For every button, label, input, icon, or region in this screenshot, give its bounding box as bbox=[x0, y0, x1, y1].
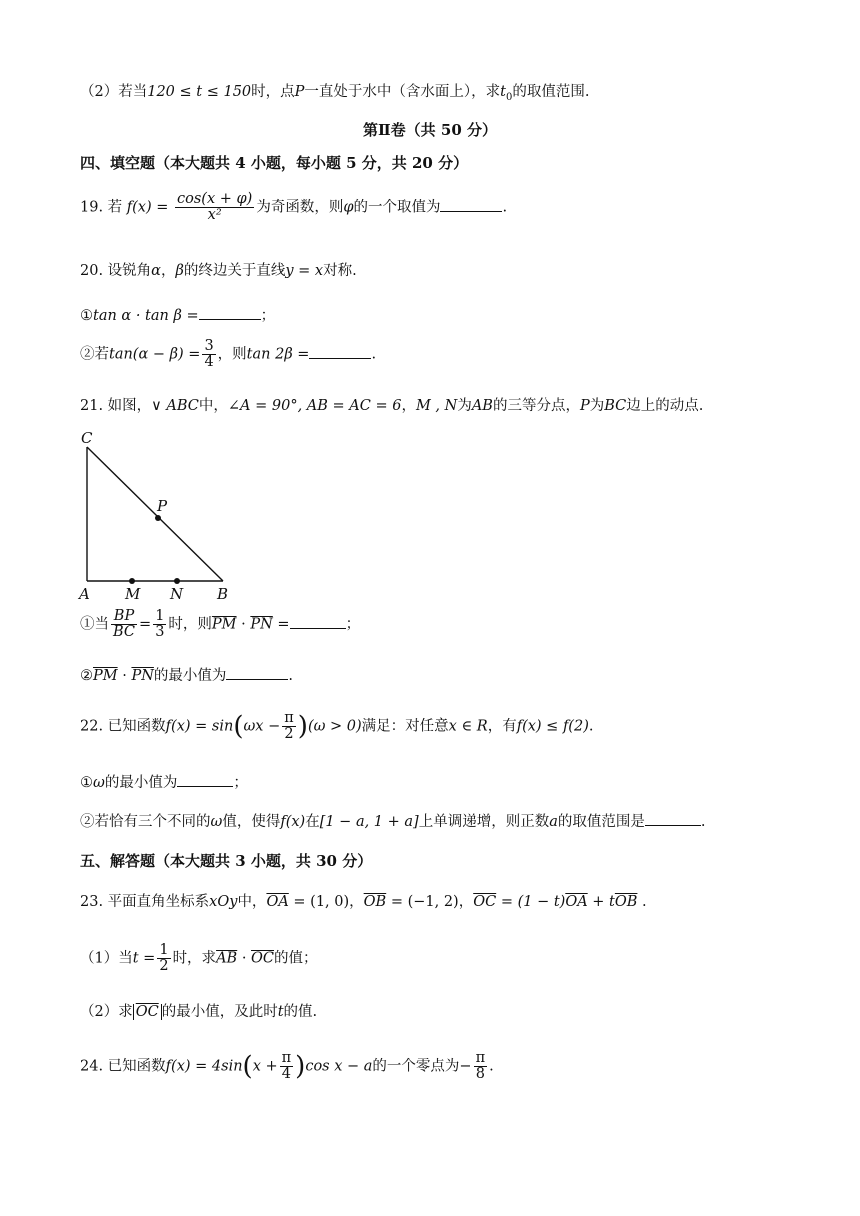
q24-tail-expr: cos x − a bbox=[305, 1058, 373, 1075]
q22-p1-omega: ω bbox=[93, 775, 105, 791]
q24-pi-den: 4 bbox=[281, 1066, 292, 1083]
q22-p2-fx: f(x) bbox=[280, 814, 306, 830]
q20-p2-expr: tan(α − β) = bbox=[109, 346, 201, 363]
q23-sep1: ， bbox=[349, 894, 364, 910]
q22-text2: ，有 bbox=[487, 718, 517, 735]
q20-text: 的终边关于直线 bbox=[183, 263, 286, 279]
q22-fx: f(x) = sin bbox=[165, 718, 234, 735]
q21-p1-eq: = bbox=[139, 616, 152, 633]
q24-pi-num: π bbox=[281, 1050, 292, 1066]
q20-p2-blank[interactable] bbox=[309, 344, 371, 359]
q19-lead: 19. 若 bbox=[80, 199, 123, 216]
q20-lead: 20. 设锐角 bbox=[80, 263, 152, 279]
label-b: B bbox=[217, 585, 229, 603]
q22-lead: 22. 已知函数 bbox=[80, 718, 166, 735]
q18-point: P bbox=[294, 84, 305, 100]
q22-p1-blank[interactable] bbox=[177, 772, 233, 787]
q22-p2-text2: 上单调递增，则正数 bbox=[418, 814, 550, 830]
q23-p1-mid: 时，求 bbox=[172, 950, 217, 967]
q19-end: . bbox=[502, 199, 508, 216]
q22-p2-text3: 的取值范围是 bbox=[557, 814, 645, 830]
q22-p1-text: 的最小值为 bbox=[104, 775, 178, 791]
q21-p1-blank[interactable] bbox=[290, 614, 346, 629]
q22-pi-den: 2 bbox=[284, 726, 294, 743]
q21-p2-vec-pn: $\overline{PN}$ bbox=[131, 668, 154, 684]
q21-p2-dot: · bbox=[122, 668, 127, 684]
q21-p1-lead: ①当 bbox=[80, 616, 109, 633]
q22-p2-a: a bbox=[549, 814, 558, 830]
q20-p2-num: 3 bbox=[204, 338, 214, 354]
q21-p1-ratio bbox=[111, 609, 137, 640]
q22-arg1: ωx − bbox=[243, 718, 281, 735]
q23-vec-ob: $\overline{OB}$ bbox=[363, 894, 387, 910]
q23-vec-oc: $\overline{OC}$ bbox=[473, 894, 497, 910]
q22 bbox=[80, 711, 593, 742]
q21-p1-end: ； bbox=[345, 616, 361, 633]
q23-vec-oa: $\overline{OA}$ bbox=[266, 894, 289, 910]
q23-zhong: 中， bbox=[237, 894, 267, 910]
section5-title: 五、解答题（本大题共 3 小题，共 30 分） bbox=[80, 852, 373, 870]
q21-cond: ∠A = 90°, AB = AC = 6 bbox=[227, 398, 402, 414]
q23-xOy: xOy bbox=[209, 894, 238, 910]
q23 bbox=[80, 890, 647, 911]
q23-p1-end: 的值； bbox=[274, 950, 318, 967]
q21-part2 bbox=[80, 664, 293, 685]
q24-paren-open: ( bbox=[242, 1051, 253, 1082]
q22-p2-blank[interactable] bbox=[645, 811, 701, 826]
q20-p2-mid: ，则 bbox=[217, 346, 247, 363]
q23-p1-num: 1 bbox=[159, 942, 169, 958]
q24-lead: 24. 已知函数 bbox=[80, 1058, 166, 1075]
q24-zero-frac bbox=[474, 1051, 488, 1082]
q21-part1 bbox=[80, 609, 360, 640]
q21-p2-lead: ② bbox=[80, 668, 93, 684]
q22-cond: (ω > 0) bbox=[307, 718, 362, 735]
q22-p1-end: ； bbox=[233, 775, 248, 791]
q23-lead: 23. 平面直角坐标系 bbox=[80, 894, 210, 910]
q23-oc-val: = (1 − t) bbox=[500, 894, 566, 910]
q20-part2 bbox=[80, 339, 376, 370]
q21-p2-vec-pm: $\overline{PM}$ bbox=[93, 668, 118, 684]
q19-den: x² bbox=[207, 207, 222, 224]
q20-part1 bbox=[80, 304, 275, 325]
q21-p1-fnum: 1 bbox=[155, 608, 165, 624]
q22-p2-text: 值，使得 bbox=[222, 814, 281, 830]
q23-p1-dot: · bbox=[241, 950, 247, 967]
q18-condition: 120 ≤ t ≤ 150 bbox=[147, 84, 252, 100]
q21-lead: 21. 如图， bbox=[80, 398, 152, 414]
q23-p2-end: 的值. bbox=[283, 1004, 318, 1020]
q21-p1-dot: · bbox=[241, 616, 246, 633]
q23-end: . bbox=[642, 894, 647, 910]
q20-p2-end: . bbox=[371, 346, 377, 363]
q21-p1-den: BC bbox=[113, 624, 136, 641]
q23-p1-den: 2 bbox=[159, 958, 169, 975]
q24-z-num: π bbox=[475, 1050, 486, 1066]
q23-vec-oa2: $\overline{OA}$ bbox=[565, 894, 588, 910]
q19 bbox=[80, 192, 507, 223]
q23-ob-val: = (−1, 2) bbox=[390, 894, 459, 910]
q21-p2-blank[interactable] bbox=[226, 665, 288, 680]
q22-part2 bbox=[80, 810, 705, 831]
label-m: M bbox=[125, 585, 141, 603]
q20-p2-lead: ②若 bbox=[80, 346, 109, 363]
q21-text4: 边上的动点. bbox=[626, 398, 704, 414]
q23-p1-vec-oc: $\overline{OC}$ bbox=[251, 950, 275, 967]
q21-comma: ， bbox=[401, 398, 416, 414]
triangle-figure bbox=[70, 425, 250, 605]
q22-p2-in: 在 bbox=[305, 814, 320, 830]
q24-fx: f(x) = 4sin bbox=[165, 1058, 243, 1075]
q21-tri: ∨ ABC bbox=[151, 398, 199, 414]
q23-p1-t: t = bbox=[132, 950, 156, 967]
q19-phi: φ bbox=[343, 199, 354, 216]
q22-xR: x ∈ R bbox=[448, 718, 488, 735]
q23-p1-lead: （1）当 bbox=[80, 950, 133, 967]
q23-sep2: ， bbox=[458, 894, 474, 910]
q21-text2: 的三等分点， bbox=[492, 398, 580, 414]
q20-p2-den: 4 bbox=[204, 354, 214, 371]
q22-paren-close: ) bbox=[297, 711, 308, 742]
label-a: A bbox=[79, 585, 90, 603]
q24-arg: x + bbox=[252, 1058, 278, 1075]
label-p: P bbox=[157, 497, 168, 515]
q20 bbox=[80, 259, 357, 280]
point-m-dot bbox=[129, 578, 135, 584]
q20-p2-expr2: tan 2β = bbox=[246, 346, 310, 363]
q21-text1: 为 bbox=[457, 398, 472, 414]
q18-part2 bbox=[80, 80, 589, 103]
q23-p1-vec-ab: $\overline{AB}$ bbox=[216, 950, 238, 967]
q19-fraction bbox=[175, 192, 254, 223]
q21-p1-eq2: = bbox=[277, 616, 290, 633]
point-n-dot bbox=[174, 578, 180, 584]
q24-neg: − bbox=[459, 1058, 472, 1075]
q22-end: . bbox=[588, 718, 594, 735]
q20-p2-fraction bbox=[202, 339, 215, 370]
q21-zhong: 中， bbox=[198, 398, 228, 414]
q21-p1-mid: 时，则 bbox=[168, 616, 212, 633]
q18-prefix: （2）若当 bbox=[80, 84, 148, 100]
q22-paren-open: ( bbox=[233, 711, 244, 742]
q22-p2-omega: ω bbox=[210, 814, 223, 830]
q23-p2-abs bbox=[133, 1004, 162, 1020]
q22-p1-lead: ① bbox=[80, 775, 93, 791]
q24 bbox=[80, 1051, 494, 1082]
q21-p1-fden: 3 bbox=[155, 624, 165, 641]
q23-part1 bbox=[80, 943, 318, 974]
q18-mid: 时，点 bbox=[251, 84, 295, 100]
q20-tail: 对称. bbox=[323, 263, 357, 279]
label-n: N bbox=[170, 585, 184, 603]
q21-p1-num: BP bbox=[111, 609, 137, 625]
q21 bbox=[80, 394, 703, 415]
q22-pi-num: π bbox=[284, 710, 294, 726]
q23-p1-fraction bbox=[157, 943, 170, 974]
q22-part1 bbox=[80, 771, 248, 792]
q23-plus: + t bbox=[592, 894, 615, 910]
q24-z-den: 8 bbox=[475, 1066, 485, 1083]
section4-title: 四、填空题（本大题共 4 小题，每小题 5 分，共 20 分） bbox=[80, 154, 469, 172]
q22-p2-interval: [1 − a, 1 + a] bbox=[319, 814, 419, 830]
q21-p2-end: . bbox=[288, 668, 293, 684]
q21-p2-text: 的最小值为 bbox=[153, 668, 227, 684]
q19-text: 为奇函数，则 bbox=[256, 199, 344, 216]
q21-P: P bbox=[579, 398, 590, 414]
q23-oa-val: = (1, 0) bbox=[293, 894, 350, 910]
side-bc bbox=[87, 447, 223, 581]
q22-p2-end: . bbox=[700, 814, 706, 830]
q20-p1-end: ； bbox=[260, 308, 276, 324]
q18-suffix: 的取值范围. bbox=[512, 84, 590, 100]
q21-p1-fraction bbox=[153, 609, 166, 640]
q20-beta: β bbox=[175, 263, 184, 279]
q22-text: 满足：对任意 bbox=[361, 718, 449, 735]
q19-fx: f(x) = bbox=[126, 199, 169, 216]
q20-sep: ， bbox=[160, 263, 176, 279]
q23-p2-t: t bbox=[277, 1004, 284, 1020]
q22-pi-frac bbox=[282, 711, 296, 742]
q21-AB: AB bbox=[471, 398, 493, 414]
q23-p2-lead: （2）求 bbox=[80, 1004, 133, 1020]
q21-MN: M , N bbox=[415, 398, 458, 414]
q19-num: cos(x + φ) bbox=[177, 191, 253, 207]
q24-text: 的一个零点为 bbox=[372, 1058, 460, 1075]
q23-p2-vec-oc: $\overline{OC}$ bbox=[135, 1004, 159, 1020]
q20-p1-lead: ① bbox=[80, 308, 93, 324]
q18-t0-sub: 0 bbox=[506, 91, 513, 103]
q21-p1-vec-pm: $\overline{PM}$ bbox=[211, 616, 237, 633]
q23-part2 bbox=[80, 1000, 317, 1021]
q19-answer-blank[interactable] bbox=[440, 197, 502, 212]
q23-p2-text: 的最小值，及此时 bbox=[161, 1004, 278, 1020]
label-c: C bbox=[81, 429, 93, 447]
q23-vec-ob2: $\overline{OB}$ bbox=[614, 894, 638, 910]
q21-p1-vec-pn: $\overline{PN}$ bbox=[250, 616, 273, 633]
volume-title: 第Ⅱ卷（共 50 分） bbox=[363, 121, 497, 139]
point-p-dot bbox=[155, 515, 161, 521]
q21-text3: 为 bbox=[589, 398, 605, 414]
q20-alpha: α bbox=[151, 263, 161, 279]
q24-paren-close: ) bbox=[295, 1051, 306, 1082]
q19-tail: 的一个取值为 bbox=[353, 199, 441, 216]
q24-pi-frac bbox=[280, 1051, 294, 1082]
q20-p1-expr: tan α · tan β = bbox=[93, 308, 199, 324]
q22-ineq: f(x) ≤ f(2) bbox=[516, 718, 589, 735]
q18-t0: t bbox=[500, 84, 506, 100]
q20-p1-blank[interactable] bbox=[199, 305, 261, 320]
q20-line: y = x bbox=[285, 263, 324, 279]
q21-BC: BC bbox=[604, 398, 627, 414]
q22-p2-lead: ②若恰有三个不同的 bbox=[80, 814, 211, 830]
q18-text: 一直处于水中（含水面上），求 bbox=[304, 84, 501, 100]
q24-end: . bbox=[489, 1058, 494, 1075]
